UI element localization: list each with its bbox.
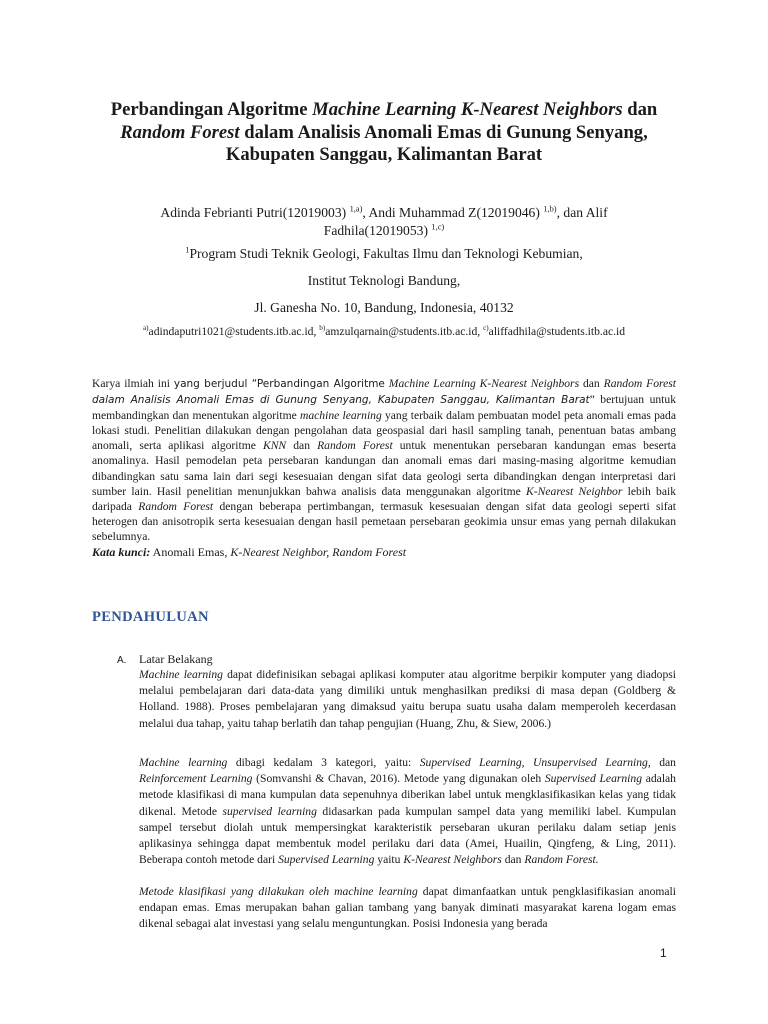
abstract-text: Random Forest — [317, 439, 393, 453]
paragraph-text: dan — [650, 756, 676, 769]
abstract-text: untuk menentukan persebaran kandungan emas beserta anomalinya. Hasil pemodelan peta persebaran kandungan dan anomali emas dari masing-masing algoritme kemudian dibandingkan satu sama lain dari segi kesesuaian dengan sifat data geologi serta dibandingkan dengan interpretasi dari sumber lain. Hasil penelitian menunjukkan bahwa analisis data menggunakan algoritme — [92, 439, 676, 498]
body-paragraph — [139, 755, 676, 868]
paragraph-text: didasarkan pada kumpulan sampel data yang memiliki label. Kumpulan sampel tersebut diolah untuk mempersingkat karakteristik persebaran ukuran perilaku dalam setiap jenis aplikasinya sehingga dapat membentuk model perilaku dari data (Amei, Huailin, Qingfeng, & Ling, 2011). Beberapa contoh metode dari — [139, 804, 676, 867]
subsection-title: Latar Belakang — [139, 652, 213, 666]
email-mark: b) — [319, 324, 326, 333]
paragraph-text: dapat dimanfaatkan untuk pengklasifikasian anomali endapan emas. Emas merupakan bahan galian tambang yang banyak diminati masyarakat karena logam emas dikenal sebagai alat investasi yang selalu menguntungkan. Posisi Indonesia yang berada — [139, 885, 676, 931]
abstract-text: KNN — [262, 439, 287, 453]
paragraph-text: Random Forest. — [524, 853, 599, 867]
email-link[interactable]: adindaputri1021@students.itb.ac.id, — [148, 325, 320, 338]
keywords-text: K-Nearest Neighbor, Random Forest — [230, 545, 407, 559]
body-paragraph — [139, 884, 676, 933]
abstract-text: dengan beberapa pertimbangan, termasuk kesesuaian dengan sifat data geologi seperti sifat heterogen dan anisotropik serta kesesuaian dengan hasil pemetaan persebaran geokimia unsur emas yang pernah dilakukan sebelumnya. — [92, 499, 676, 543]
title-text: Perbandingan Algoritme — [110, 99, 313, 120]
page-number: 1 — [660, 946, 667, 960]
title-text: Machine Learning K-Nearest Neighbors — [312, 99, 623, 120]
paragraph-text: supervised learning — [222, 804, 317, 818]
paper-title — [90, 99, 678, 167]
affiliation-text: Program Studi Teknik Geologi, Fakultas Ilmu dan Teknologi Kebumian, — [189, 246, 583, 261]
author-list — [120, 204, 648, 239]
title-text: Random Forest — [120, 121, 240, 143]
affiliation-line — [90, 245, 678, 263]
email-link[interactable]: aliffadhila@students.itb.ac.id — [488, 325, 626, 338]
abstract-text: Random Forest — [603, 377, 676, 390]
abstract-text: machine learning — [299, 409, 382, 423]
email-link[interactable]: amzulqarnain@students.itb.ac.id, — [325, 325, 484, 338]
paragraph-text: dapat didefinisikan sebagai aplikasi komputer atau algoritme berpikir komputer yang diadopsi melalui pembelajaran dari data-data yang dimiliki untuk menghasilkan prediksi di masa depan (Goldberg & Holland. 1988). Proses pembelajaran yang dimaksud yaitu berupa suatu usaha dalam memperoleh kecerdasan melalui dua tahap, yaitu tahap berlatih dan tahap pengujian (Huang, Zhu, & Siew, 2006.) — [139, 668, 676, 730]
paragraph-text: dibagi kedalam 3 kategori, yaitu: — [227, 756, 420, 769]
title-text: dan — [622, 99, 658, 120]
paragraph-text: dan — [501, 853, 525, 867]
author-affiliation-mark: 1,b) — [543, 203, 557, 214]
paragraph-text: Machine learning — [139, 756, 228, 769]
abstract-text: lebih baik daripada — [92, 484, 676, 513]
email-mark: a) — [142, 324, 149, 333]
author-name: Adinda Febrianti Putri(12019003) — [160, 205, 350, 220]
author-affiliation-mark: 1,c) — [431, 220, 445, 231]
affiliation-line: Jl. Ganesha No. 10, Bandung, Indonesia, 40132 — [254, 300, 514, 315]
paragraph-text: Supervised Learning — [544, 772, 642, 786]
affiliation-mark: 1 — [185, 244, 190, 255]
keywords — [92, 544, 676, 560]
keywords-label: Kata kunci: — [92, 545, 151, 559]
abstract-text: dan — [579, 377, 604, 390]
paragraph-text: Machine learning — [139, 668, 223, 681]
subsection-marker: A. — [117, 655, 127, 666]
paragraph-text: K-Nearest Neighbors — [403, 853, 502, 867]
title-text: dalam Analisis Anomali Emas di Gunung Senyang, Kabupaten Sanggau, Kalimantan Barat — [225, 121, 648, 165]
abstract-text: Random Forest — [138, 499, 214, 513]
paragraph-text: Reinforcement Learning — [139, 772, 253, 786]
abstract-text: K-Nearest Neighbor — [526, 484, 623, 498]
paragraph-text: adalah metode klasifikasi di mana kumpulan data sepenuhnya diberikan label untuk mengklasifikasikan kelas yang tidak dikenal. Metode — [139, 772, 676, 818]
keywords-text: Anomali Emas, — [150, 545, 231, 559]
abstract-text: Machine Learning K-Nearest Neighbors — [384, 377, 580, 390]
abstract-text: Karya ilmiah ini — [92, 377, 174, 390]
abstract — [92, 376, 676, 544]
abstract-text: yang berjudul “Perbandingan Algoritme — [173, 378, 385, 390]
paragraph-text: Supervised Learning — [278, 853, 375, 867]
affiliation-line: Institut Teknologi Bandung, — [307, 273, 461, 288]
author-name: , Andi Muhammad Z(12019046) — [362, 205, 544, 220]
abstract-text: yang terbaik dalam pembuatan model peta anomali emas pada lokasi studi. Penelitian dilakukan dengan pengolahan data geospasial dari hasil sampling tanah, penentuan batas ambang anomali, serta aplikasi algoritme — [92, 409, 676, 453]
abstract-text: dalam Analisis Anomali Emas di Gunung Senyang, Kabupaten Sanggau, Kalimantan Barat — [92, 394, 590, 407]
section-heading: PENDAHULUAN — [92, 609, 209, 625]
paragraph-text: Metode klasifikasi yang dilakukan oleh machine learning — [139, 885, 418, 898]
paragraph-text: yaitu — [374, 853, 404, 867]
author-name: , dan Alif Fadhila(12019053) — [323, 205, 608, 238]
paragraph-text: Supervised Learning, Unsupervised Learning, — [419, 756, 651, 769]
author-affiliation-mark: 1,a) — [349, 203, 363, 214]
email-mark: c) — [483, 324, 489, 333]
abstract-text: ” bertujuan untuk membandingkan dan menentukan algoritme — [92, 393, 676, 423]
abstract-text: dan — [286, 439, 318, 453]
body-paragraph — [139, 667, 676, 732]
paragraph-text: (Somvanshi & Chavan, 2016). Metode yang digunakan oleh — [252, 772, 545, 786]
author-emails — [80, 324, 688, 340]
